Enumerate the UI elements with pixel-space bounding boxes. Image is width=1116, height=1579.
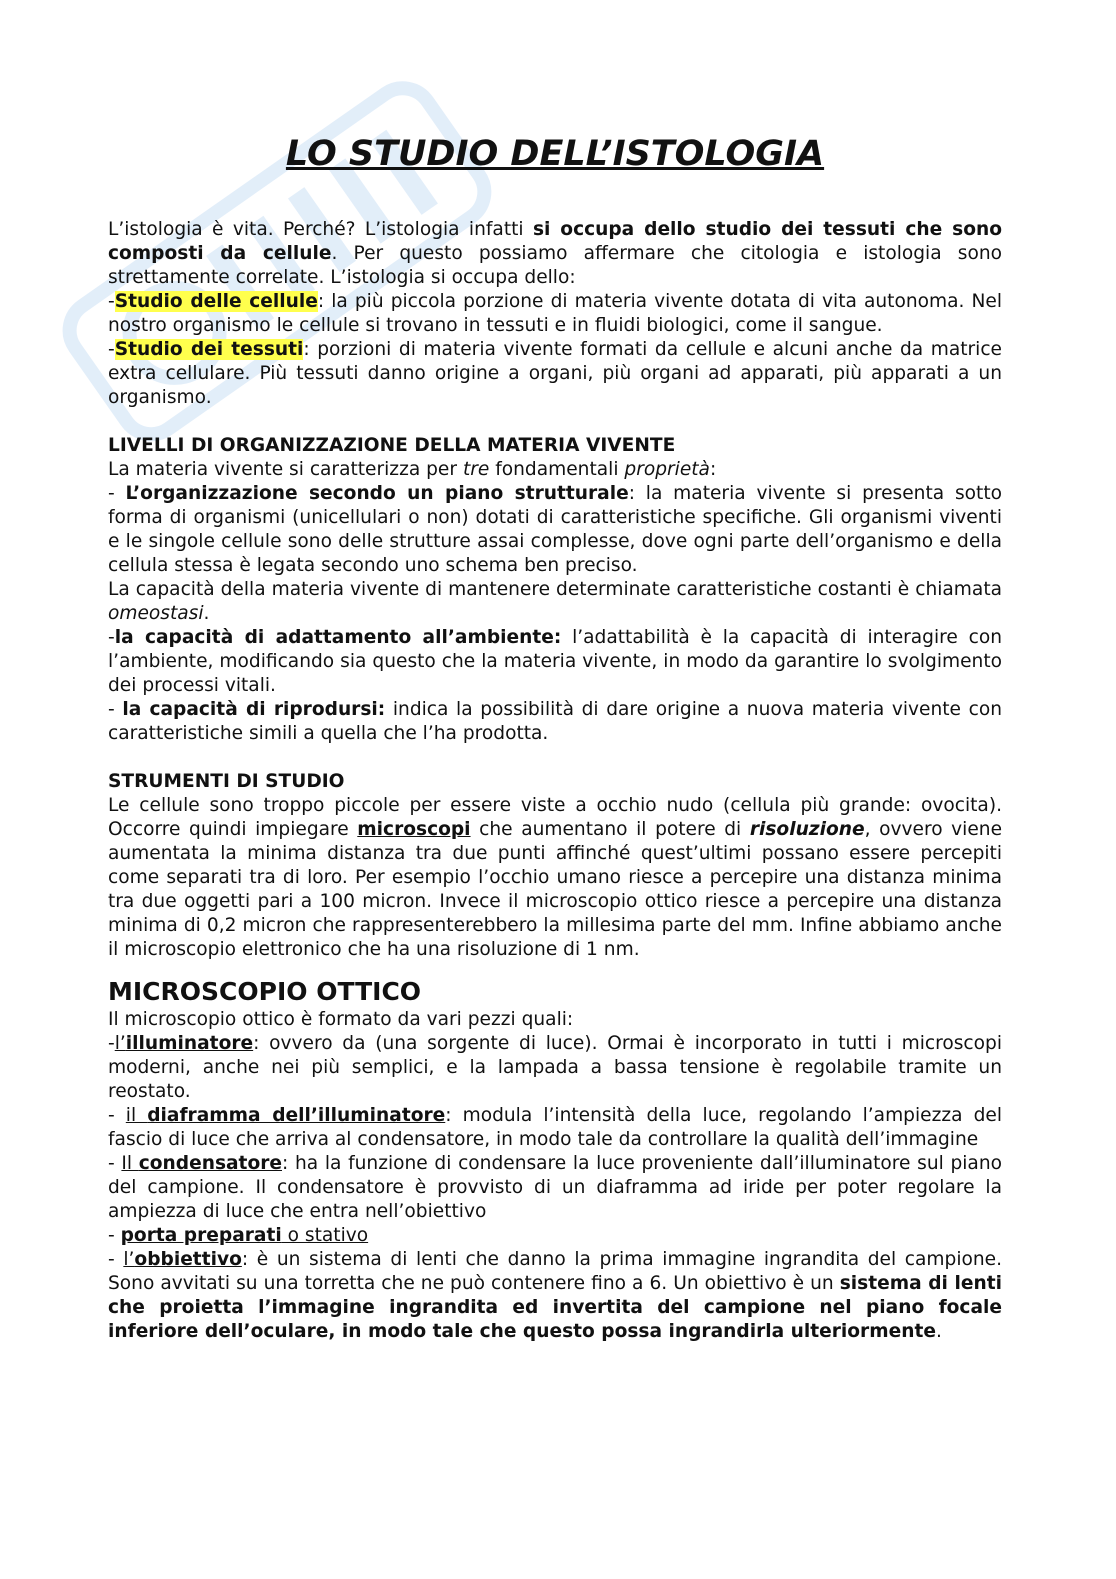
- dash: -: [108, 699, 123, 720]
- dash: -: [108, 291, 115, 312]
- livelli-intro: [108, 458, 1002, 482]
- livelli-proprieta: proprietà: [624, 459, 710, 480]
- strumenti-text-3: , ovvero viene aumentata la minima distanza tra due punti affinché quest’ultimi possano essere percepiti come separati tra di loro. Per esempio l’occhio umano riesce a percepire una distanza minima tra due oggetti pari a 100 micron. Invece il microscopio ottico riesce a percepire una distanza minima di 0,2 micron che rappresenterebbero la millesima parte del mm. Infine abbiamo anche il microscopio elettronico che ha una risoluzione di 1 nm.: [108, 819, 1003, 960]
- diaframma-term: diaframma dell’illuminatore: [147, 1105, 446, 1126]
- obbiettivo-text: : è un sistema di lenti che danno la prima immagine ingrandita del campione. Sono avvitati su una torretta che ne può contenere fino a 6. Un obiettivo è un: [108, 1249, 1002, 1294]
- dash: -: [108, 483, 126, 504]
- dash: -: [108, 1249, 124, 1270]
- obbiettivo-paragraph: [108, 1248, 1002, 1344]
- intro-text-1: L’istologia è vita. Perché? L’istologia infatti: [108, 219, 533, 240]
- document-body: [108, 218, 1002, 1344]
- livelli-intro-1: La materia vivente si caratterizza per: [108, 459, 463, 480]
- obbiettivo-end: .: [935, 1321, 942, 1342]
- cellule-text: : la più piccola porzione di materia vivente dotata di vita autonoma. Nel nostro organismo le cellule si trovano in tessuti e in fluidi biologici, come il sangue.: [108, 291, 1002, 336]
- obbiettivo-term: obbiettivo: [134, 1249, 242, 1270]
- article: Il: [121, 1153, 139, 1174]
- page-title: LO STUDIO DELL’ISTOLOGIA: [285, 134, 825, 174]
- organizzazione-text: : la materia vivente si presenta sotto forma di organismi (unicellulari o non) dotati di caratteristiche specifiche. Gli organismi viventi e le singole cellule sono delle strutture assai complesse, dove ogni parte dell’organismo e della cellula stessa è legata secondo uno schema ben preciso.: [108, 483, 1002, 576]
- cellule-paragraph: [108, 290, 1002, 338]
- ottico-heading: MICROSCOPIO OTTICO: [108, 977, 422, 1006]
- porta-preparati-term: porta preparati: [120, 1225, 282, 1246]
- article: l’: [114, 1033, 126, 1054]
- obbiettivo-bold: sistema di lenti che proietta l’immagine ingrandita ed invertita del campione nel piano focale inferiore dell’oculare, in modo tale che questo possa ingrandirla ulteriormente: [108, 1273, 1003, 1342]
- omeostasi-text-2: .: [203, 603, 210, 624]
- livelli-intro-2: fondamentali: [489, 459, 625, 480]
- microscopi-term: microscopi: [357, 819, 471, 840]
- dash: -: [108, 1153, 122, 1174]
- organizzazione-term: L’organizzazione secondo un piano strutturale: [125, 483, 629, 504]
- diaframma-text: : modula l’intensità della luce, regolando l’ampiezza del fascio di luce che arriva al condensatore, in modo tale da controllare la qualità dell’immagine: [108, 1105, 1002, 1150]
- porta-preparati-text: o stativo: [281, 1225, 369, 1246]
- tessuti-text: : porzioni di materia vivente formati da cellule e alcuni anche da matrice extra cellulare. Più tessuti danno origine a organi, più organi ad apparati, più apparati a un organismo.: [108, 339, 1002, 408]
- ottico-intro: Il microscopio ottico è formato da vari pezzi quali:: [108, 1009, 574, 1030]
- strumenti-text-1: Le cellule sono troppo piccole per essere viste a occhio nudo (cellula più grande: ovocita). Occorre quindi impiegare: [108, 795, 1002, 840]
- illuminatore-text: : ovvero da (una sorgente di luce). Ormai è incorporato in tutti i microscopi moderni, anche nei più semplici, e la lampada a bassa tensione è regolabile tramite un reostato.: [108, 1033, 1002, 1102]
- tessuti-paragraph: [108, 338, 1002, 410]
- condensatore-text: : ha la funzione di condensare la luce proveniente dall’illuminatore sul piano del campione. Il condensatore è provvisto di un diaframma ad iride per poter regolare la ampiezza di luce che entra nell’obiettivo: [108, 1153, 1002, 1222]
- risoluzione-term: risoluzione: [749, 819, 865, 840]
- dash: -: [108, 339, 115, 360]
- livelli-heading: LIVELLI DI ORGANIZZAZIONE DELLA MATERIA VIVENTE: [108, 435, 676, 456]
- illuminatore-term: illuminatore: [125, 1033, 254, 1054]
- article: il: [125, 1105, 148, 1126]
- intro-bold: si occupa dello studio dei tessuti che sono composti da cellule: [108, 219, 1002, 264]
- riprodursi-text: indica la possibilità di dare origine a nuova materia vivente con caratteristiche simili a quella che l’ha prodotta.: [108, 699, 1003, 744]
- omeostasi-term: omeostasi: [108, 603, 204, 624]
- diaframma-paragraph: [108, 1104, 1002, 1152]
- dash: -: [108, 627, 115, 648]
- porta-preparati-paragraph: [108, 1224, 1002, 1248]
- dash: -: [108, 1033, 115, 1054]
- condensatore-paragraph: [108, 1152, 1002, 1224]
- intro-paragraph: [108, 218, 1002, 290]
- illuminatore-paragraph: [108, 1032, 1002, 1104]
- condensatore-term: condensatore: [138, 1153, 282, 1174]
- adattamento-term: la capacità di adattamento all’ambiente:: [114, 627, 562, 648]
- riprodursi-term: la capacità di riprodursi:: [122, 699, 386, 720]
- article: l’: [123, 1249, 135, 1270]
- strumenti-heading: STRUMENTI DI STUDIO: [108, 771, 345, 792]
- omeostasi-text-1: La capacità della materia vivente di mantenere determinate caratteristiche costanti è chiamata: [108, 579, 1002, 600]
- tessuti-term: Studio dei tessuti: [114, 339, 304, 360]
- omeostasi-paragraph: [108, 578, 1002, 626]
- adattamento-text: l’adattabilità è la capacità di interagire con l’ambiente, modificando sia questo che la materia vivente, in modo da garantire lo svolgimento dei processi vitali.: [108, 627, 1002, 696]
- intro-text-2: . Per questo possiamo affermare che citologia e istologia sono strettamente correlate. L’istologia si occupa dello:: [108, 243, 1002, 288]
- strumenti-paragraph: [108, 794, 1002, 962]
- riprodursi-paragraph: [108, 698, 1002, 746]
- livelli-intro-3: :: [709, 459, 717, 480]
- adattamento-paragraph: [108, 626, 1002, 698]
- dash: -: [108, 1105, 126, 1126]
- strumenti-text-2: che aumentano il potere di: [470, 819, 750, 840]
- livelli-tre: tre: [462, 459, 490, 480]
- dash: -: [108, 1225, 121, 1246]
- cellule-term: Studio delle cellule: [114, 291, 318, 312]
- organizzazione-paragraph: [108, 482, 1002, 578]
